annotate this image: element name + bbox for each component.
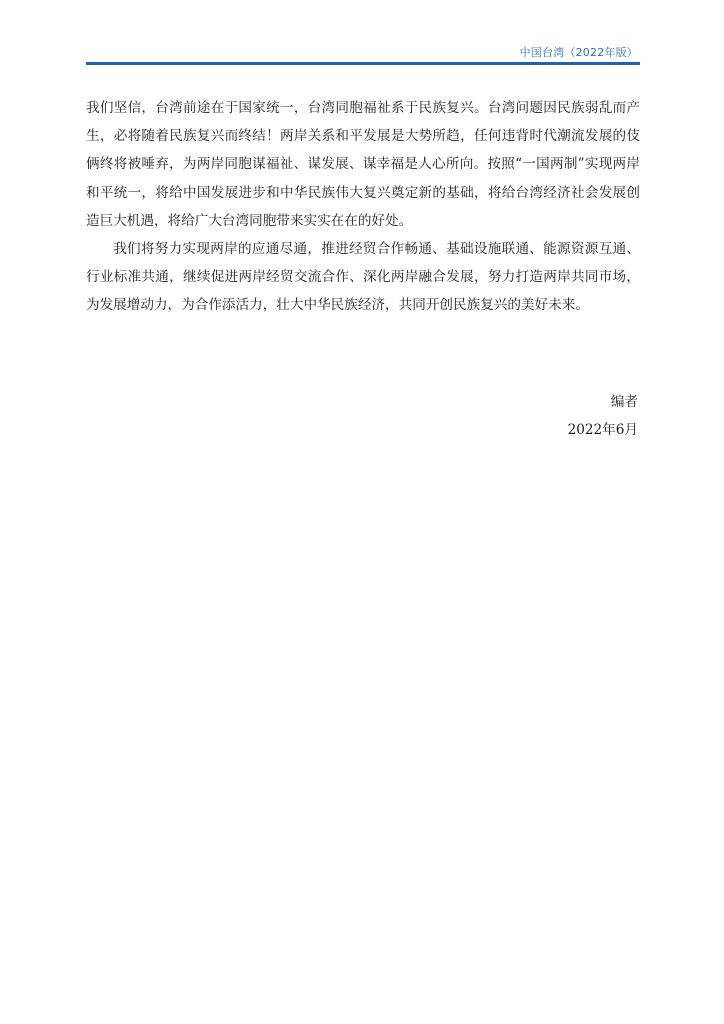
header-rule xyxy=(86,62,640,65)
paragraph-2: 我们将努力实现两岸的应通尽通，推进经贸合作畅通、基础设施联通、能源资源互通、行业标准共通，继续促进两岸经贸交流合作、深化两岸融合发展，努力打造两岸共同市场，为发展增动力，为合作添活力，壮大中华民族经济，共同开创民族复兴的美好未来。 xyxy=(86,241,640,314)
body-text xyxy=(86,94,640,320)
signature-date: 2022年6月 xyxy=(567,422,638,438)
paragraph-1: 我们坚信，台湾前途在于国家统一，台湾同胞福祉系于民族复兴。台湾问题因民族弱乱而产生，必将随着民族复兴而终结！两岸关系和平发展是大势所趋，任何违背时代潮流发展的伎俩终将被唾弃，为两岸同胞谋福祉、谋发展、谋幸福是人心所向。按照“一国两制”实现两岸和平统一，将给中国发展进步和中华民族伟大复兴奠定新的基础，将给台湾经济社会发展创造巨大机遇，将给广大台湾同胞带来实实在在的好处。 xyxy=(86,100,640,229)
running-header: 中国台湾（2022年版） xyxy=(519,46,638,59)
signature-author: 编者 xyxy=(610,394,638,410)
signature-block xyxy=(568,388,638,444)
